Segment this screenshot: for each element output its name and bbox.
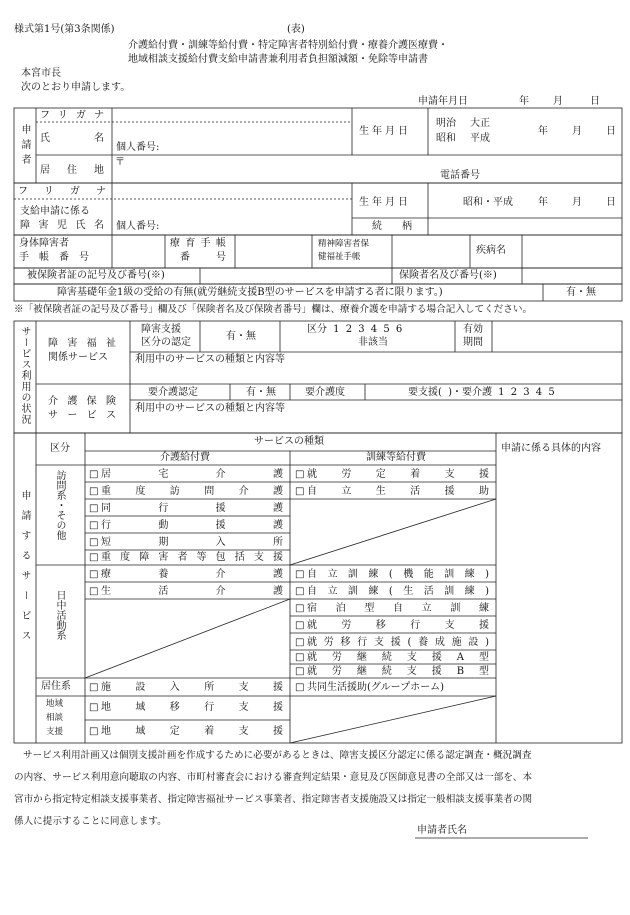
intro-text: 次のとおり申請します。 [21, 82, 131, 93]
service-shuro-keizoku-a: 就労継続支援A型 [307, 652, 489, 663]
checkbox-shuro-keizoku-a[interactable]: □ [295, 652, 305, 663]
service-group-home: 共同生活援助(グループホーム) [307, 682, 445, 693]
service-shisetsu-nyusho: 施設入所支援 [101, 682, 283, 693]
valid-period-label-2: 期間 [463, 337, 483, 348]
service-judo-hokatsu: 重度障害者等包括支援 [101, 552, 283, 563]
insurance-note: ※「被保険者証の記号及び番号」欄及び「保険者名及び保険者番号」欄は、療養介護を申請する場合記入してください。 [14, 304, 533, 315]
era-showa: 昭和 [436, 133, 456, 144]
mental-handbook-label-1: 精神障害者保 [318, 239, 370, 249]
form-title-line-1: 介護給付費・訓練等給付費・特定障害者特別給付費・療養介護医療費・ [128, 40, 448, 51]
checkbox-kodo-engo[interactable]: □ [89, 520, 99, 531]
checkbox-judo-homon-kaigo[interactable]: □ [89, 486, 99, 497]
services-side-label: 申請するサービス [19, 490, 30, 650]
care-in-use-label: 利用中のサービスの種類と内容等 [135, 403, 285, 414]
mental-handbook-label-2: 健福祉手帳 [318, 252, 361, 262]
date-month-unit: 月 [553, 96, 563, 107]
checkbox-group-home[interactable]: □ [295, 682, 305, 693]
applicant-furigana-label: フリガナ [40, 110, 104, 121]
service-jiritsu-kinou: 自立訓練(機能訓練) [307, 569, 489, 580]
service-jiritsu-seikatsu-engo: 自立生活援助 [307, 486, 489, 497]
postal-mark: 〒 [115, 157, 125, 168]
support-category-label-2: 区分の認定 [141, 337, 191, 348]
addressee: 本宮市長 [21, 68, 61, 79]
consent-line-2: の内容、サービス利用意向聴取の内容、市町村審査会における審査判定結果・意見及び医師意見書の全部又は一部を、本 [14, 772, 533, 783]
era-heisei: 平成 [470, 133, 490, 144]
welfare-in-use-label: 利用中のサービスの種類と内容等 [135, 354, 285, 365]
checkbox-doko-engo[interactable]: □ [89, 503, 99, 514]
signature-label: 申請者氏名 [417, 825, 467, 836]
child-label-line-2: 障害児氏名 [20, 220, 104, 231]
child-furigana-label: フリガナ [18, 186, 106, 197]
child-my-number-label: 個人番号: [116, 221, 160, 232]
consent-line-4: 係人に提示することに同意します。 [14, 816, 167, 827]
service-tanki-nyusho: 短期入所 [101, 537, 283, 548]
form-number: 様式第1号(第3条関係) [14, 24, 115, 35]
birth-year-unit: 年 [538, 126, 548, 137]
applicant-my-number-label: 個人番号: [116, 142, 160, 153]
physical-handbook-label-1: 身体障害者 [19, 238, 69, 249]
era-taisho: 大正 [470, 118, 490, 129]
category-chiiki-2: 相談 [46, 713, 64, 723]
service-chiiki-iko: 地域移行支援 [101, 702, 283, 713]
service-kodo-engo: 行動援護 [101, 520, 283, 531]
checkbox-shuro-teichaku[interactable]: □ [295, 469, 305, 480]
service-shuro-keizoku-b: 就労継続支援B型 [307, 666, 489, 677]
service-chiiki-teichaku: 地域定着支援 [101, 726, 283, 737]
child-label-line-1: 支給申請に係る [20, 206, 90, 217]
application-date-label: 申請年月日 [418, 96, 468, 107]
child-birth-year-unit: 年 [538, 197, 548, 208]
checkbox-kyotaku-kaigo[interactable]: □ [89, 469, 99, 480]
checkbox-shuro-keizoku-b[interactable]: □ [295, 666, 305, 677]
service-jiritsu-seikatsu: 自立訓練(生活訓練) [307, 586, 489, 597]
service-doko-engo: 同行援護 [101, 503, 283, 514]
insurer-number-label: 保険者名及び番号(※) [399, 270, 497, 281]
kaigo-header: 介護給付費 [160, 452, 210, 463]
consent-line-1: サービス利用計画又は個別支援計画を作成するために必要があるときは、障害支援区分認定に係る認定調査・概況調査 [23, 750, 532, 761]
usage-side-label: サービス利用の状況 [19, 326, 30, 425]
care-level-scale: 要支援( )・要介護 1 2 3 4 5 [408, 387, 555, 398]
pension-yes-no: 有・無 [566, 287, 596, 298]
birth-month-unit: 月 [572, 126, 582, 137]
valid-period-label-1: 有効 [463, 324, 483, 335]
care-insurance-label-2: サービス [48, 410, 116, 421]
checkbox-shukuhaku[interactable]: □ [295, 603, 305, 614]
child-birth-day-unit: 日 [606, 197, 616, 208]
era-meiji: 明治 [436, 118, 456, 129]
category-kyoju: 居住系 [41, 681, 71, 692]
checkbox-shuro-iko[interactable]: □ [295, 620, 305, 631]
applicant-birth-label: 生年月日 [359, 126, 411, 137]
services-types-header: サービスの種類 [254, 436, 324, 447]
ryoiku-handbook-label-1: 療育手帳 [170, 238, 226, 249]
service-shuro-iko-yosei: 就労移行支援(養成施設) [307, 637, 489, 648]
checkbox-jiritsu-seikatsu[interactable]: □ [295, 586, 305, 597]
checkbox-chiiki-teichaku[interactable]: □ [89, 726, 99, 737]
service-kyotaku-kaigo: 居宅介護 [101, 469, 283, 480]
detail-header: 申請に係る具体的内容 [501, 443, 601, 454]
checkbox-jiritsu-seikatsu-engo[interactable]: □ [295, 486, 305, 497]
support-category-yes-no: 有・無 [226, 331, 256, 342]
child-birth-label: 生年月日 [359, 197, 411, 208]
checkbox-judo-hokatsu[interactable]: □ [89, 552, 99, 563]
checkbox-jiritsu-kinou[interactable]: □ [295, 569, 305, 580]
category-homon: 訪問系・その他 [54, 470, 65, 540]
care-cert-yes-no: 有・無 [246, 387, 276, 398]
services-kubun-header: 区分 [50, 443, 70, 454]
support-category-scale: 区分 1 2 3 4 5 6 [307, 324, 403, 335]
not-applicable-label: 非該当 [358, 337, 388, 348]
phone-label: 電話番号 [440, 170, 480, 181]
insured-number-label: 被保険者証の記号及び番号(※) [27, 270, 165, 281]
birth-day-unit: 日 [606, 126, 616, 137]
support-category-label-1: 障害支援 [141, 324, 181, 335]
disease-label: 疾病名 [476, 245, 506, 256]
checkbox-shuro-iko-yosei[interactable]: □ [295, 637, 305, 648]
checkbox-tanki-nyusho[interactable]: □ [89, 537, 99, 548]
pension-question: 障害基礎年金1級の受給の有無(就労継続支援B型のサービスを申請する者に限ります。) [57, 287, 443, 298]
category-chiiki-1: 地域 [46, 699, 64, 709]
care-insurance-label-1: 介護保険 [48, 396, 116, 407]
service-shukuhaku: 宿泊型自立訓練 [307, 603, 489, 614]
date-year-unit: 年 [519, 96, 529, 107]
form-title-line-2: 地域相談支援給付費支給申請書兼利用者負担額減額・免除等申請書 [128, 54, 428, 65]
applicant-name-label: 氏名 [40, 133, 104, 144]
relation-label: 続柄 [372, 221, 412, 232]
ryoiku-handbook-label-2: 番号 [180, 252, 226, 263]
service-shuro-teichaku: 就労定着支援 [307, 469, 489, 480]
care-cert-label: 要介護認定 [148, 387, 198, 398]
service-shuro-iko: 就労移行支援 [307, 620, 489, 631]
consent-line-3: 宮市から指定特定相談支援事業者、指定障害福祉サービス事業者、指定障害者支援施設又は指定一般相談支援事業者の関 [14, 794, 533, 805]
checkbox-seikatsu-kaigo[interactable]: □ [89, 586, 99, 597]
kunren-header: 訓練等給付費 [366, 452, 426, 463]
welfare-services-label-1: 障害福祉 [48, 338, 116, 349]
checkbox-chiiki-iko[interactable]: □ [89, 702, 99, 713]
date-day-unit: 日 [590, 96, 600, 107]
applicant-side-label: 申請者 [19, 124, 30, 169]
child-birth-eras: 昭和・平成 [463, 197, 513, 208]
checkbox-shisetsu-nyusho[interactable]: □ [89, 682, 99, 693]
category-chiiki-3: 支援 [46, 727, 64, 737]
care-level-label: 要介護度 [305, 387, 345, 398]
applicant-address-label: 居住地 [40, 165, 104, 176]
service-seikatsu-kaigo: 生活介護 [101, 586, 283, 597]
category-nichu: 日中活動系 [54, 590, 65, 640]
physical-handbook-label-2: 手帳番号 [19, 252, 89, 263]
checkbox-ryoyo-kaigo[interactable]: □ [89, 569, 99, 580]
service-ryoyo-kaigo: 療養介護 [101, 569, 283, 580]
welfare-services-label-2: 関係サービス [48, 352, 108, 363]
form-side-label: (表) [287, 24, 305, 35]
service-judo-homon-kaigo: 重度訪問介護 [101, 486, 283, 497]
child-birth-month-unit: 月 [572, 197, 582, 208]
